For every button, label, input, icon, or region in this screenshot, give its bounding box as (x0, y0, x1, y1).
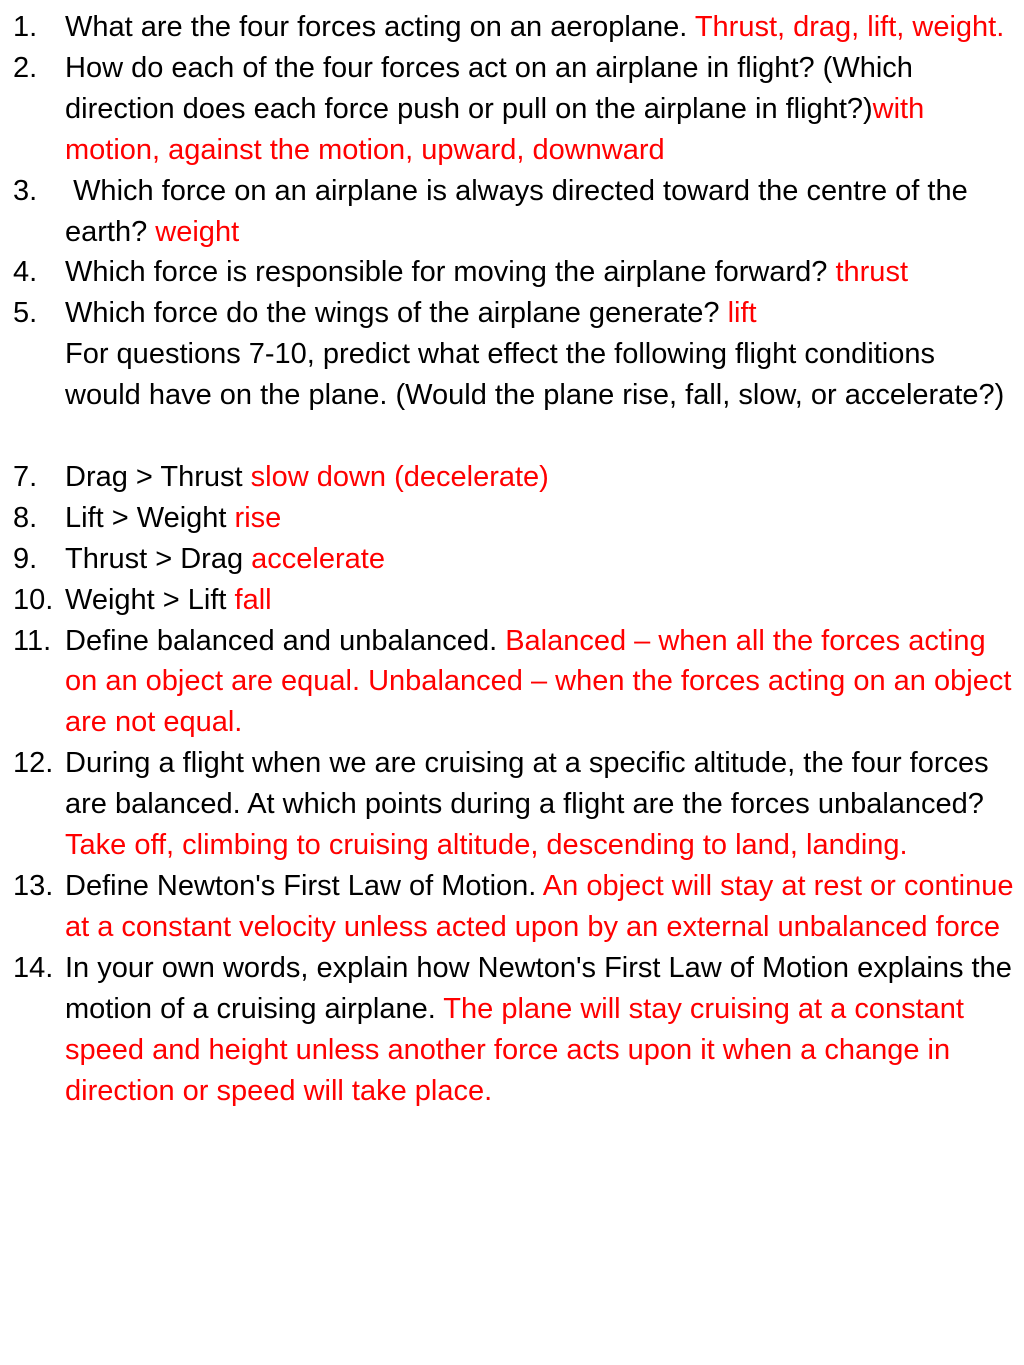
blank-line (0, 416, 1024, 457)
answer-text: with motion, against the motion, upward, downward (65, 92, 925, 166)
question-text: Weight > Lift (65, 583, 235, 616)
question-text: In your own words, explain how Newton's First Law of Motion explains the motion of a cruising airplane. (65, 951, 1012, 1025)
question-number: 5. (13, 297, 38, 330)
question-text: What are the four forces acting on an aeroplane. (65, 11, 695, 43)
question-text: Which force do the wings of the airplane generate? (65, 297, 728, 330)
question-text: Which force on an airplane is always directed toward the centre of the earth? (65, 174, 976, 248)
question-number: 9. (13, 542, 38, 575)
question-number: 7. (13, 460, 38, 493)
question-text: How do each of the four forces act on an airplane in flight? (Which direction does each force push or pull on the airplane in flight?) (65, 51, 913, 125)
question-11 (0, 621, 1024, 744)
answer-text: Thrust, drag, lift, weight. (694, 11, 1005, 43)
answer-text: fall (234, 583, 272, 616)
question-number: 14. (13, 951, 54, 984)
question-text: Thrust > Drag (65, 542, 252, 575)
answer-text: rise (234, 501, 282, 534)
condition-7 (0, 457, 1024, 498)
question-text: During a flight when we are cruising at a specific altitude, the four forces are balanced. At which points during a flight are the forces unbalanced? (65, 747, 989, 821)
question-number: 13. (13, 870, 54, 903)
answer-text: Balanced – when all the forces acting on an object are equal. Unbalanced – when the forces acting on an object are not equal. (65, 624, 1012, 739)
answer-text: thrust (835, 256, 908, 289)
answer-text: accelerate (251, 542, 385, 575)
condition-10 (0, 580, 1024, 621)
question-text: Lift > Weight (65, 501, 235, 534)
answer-text: The plane will stay cruising at a constant speed and height unless another force acts upon it when a change in direction or speed will take place. (65, 992, 964, 1107)
question-number: 1. (13, 11, 38, 43)
question-14 (0, 948, 1024, 1112)
condition-9 (0, 539, 1024, 580)
worksheet (0, 7, 1024, 1111)
question-text: Drag > Thrust (65, 460, 251, 493)
question-number: 8. (13, 501, 38, 534)
question-12 (0, 743, 1024, 866)
question-text: Which force is responsible for moving the airplane forward? (65, 256, 836, 289)
condition-8 (0, 498, 1024, 539)
question-4 (0, 252, 1024, 293)
question-text: Define Newton's First Law of Motion. (65, 870, 543, 903)
question-number: 12. (13, 747, 54, 780)
question-number: 10. (13, 583, 54, 616)
answer-text: weight (155, 215, 240, 248)
question-13 (0, 866, 1024, 948)
answer-text: lift (727, 297, 757, 330)
question-3 (0, 171, 1024, 253)
answer-text: An object will stay at rest or continue at a constant velocity unless acted upon by an external unbalanced force (65, 870, 1014, 943)
question-number: 3. (13, 174, 38, 207)
question-text: Define balanced and unbalanced. (65, 624, 506, 657)
question-number: 11. (13, 624, 52, 657)
question-5 (0, 293, 1024, 334)
question-number: 2. (13, 51, 38, 84)
answer-text: slow down (decelerate) (250, 460, 549, 493)
answer-text: Take off, climbing to cruising altitude, descending to land, landing. (65, 829, 908, 862)
question-number: 4. (13, 256, 38, 289)
question-2 (0, 48, 1024, 171)
instructions-paragraph: For questions 7-10, predict what effect the following flight conditions would have on the plane. (Would the plane rise, fall, slow, or accelerate?) (65, 338, 1005, 412)
question-1 (0, 7, 1024, 48)
